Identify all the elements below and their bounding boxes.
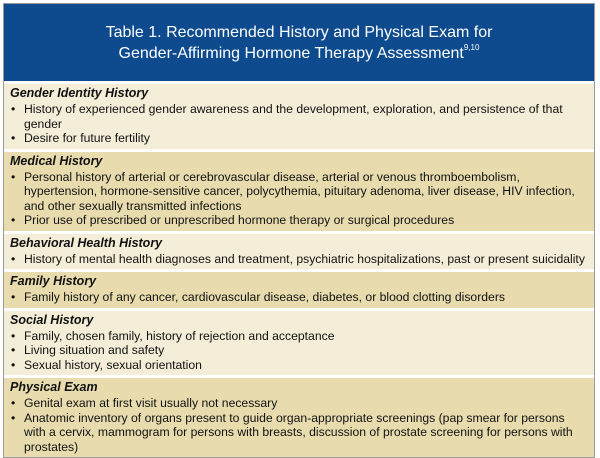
- section-heading: Gender Identity History: [10, 86, 149, 100]
- list-item: • History of mental health diagnoses and treatment, psychiatric hospitalizations, past or present suicidality: [10, 252, 588, 267]
- section-medical-history: [4, 152, 594, 231]
- list-item: • Family history of any cancer, cardiovascular disease, diabetes, or blood clotting disorders: [10, 290, 588, 305]
- section-heading: Medical History: [10, 153, 103, 168]
- list-item: • History of experienced gender awareness and the development, exploration, and persistence of that gender: [10, 102, 588, 131]
- list-item: • Living situation and safety: [10, 343, 588, 358]
- section-gender-identity-history: [4, 84, 594, 149]
- section-physical-exam: [4, 378, 594, 457]
- title-line-1: Table 1. Recommended History and Physical Exam for: [105, 23, 493, 41]
- section-heading: Social History: [10, 312, 94, 327]
- section-family-history: [4, 272, 594, 308]
- section-heading: Family History: [10, 274, 97, 288]
- section-heading: Physical Exam: [10, 380, 98, 394]
- list-item: • Personal history of arterial or cerebrovascular disease, arterial or venous thromboembolism, hypertension, hormone-sensitive cancer, polycythemia, pituitary adenoma, liver disease, HIV infection, and other sexually transmitted infections: [10, 170, 588, 214]
- list-item: • Genital exam at first visit usually not necessary: [10, 396, 588, 411]
- title-line-2: Gender-Affirming Hormone Therapy Assessment$^{9,10}$: [118, 42, 480, 62]
- list-item: • Desire for future fertility: [10, 131, 588, 146]
- section-behavioral-health-history: [4, 234, 594, 270]
- list-item: • Anatomic inventory of organs present to guide organ-appropriate screenings (pap smear for persons with a cervix, mammogram for persons with breasts, discussion of prostate screening for persons with prostates): [10, 411, 588, 455]
- section-heading: Behavioral Health History: [10, 235, 163, 250]
- list-item: • Sexual history, sexual orientation: [10, 358, 588, 373]
- list-item: • Prior use of prescribed or unprescribed hormone therapy or surgical procedures: [10, 213, 588, 228]
- table-title: [4, 4, 594, 81]
- history-exam-table: [3, 3, 595, 458]
- title-references: 9,10: [463, 42, 480, 52]
- list-item: • Family, chosen family, history of rejection and acceptance: [10, 329, 588, 344]
- section-social-history: [4, 311, 594, 376]
